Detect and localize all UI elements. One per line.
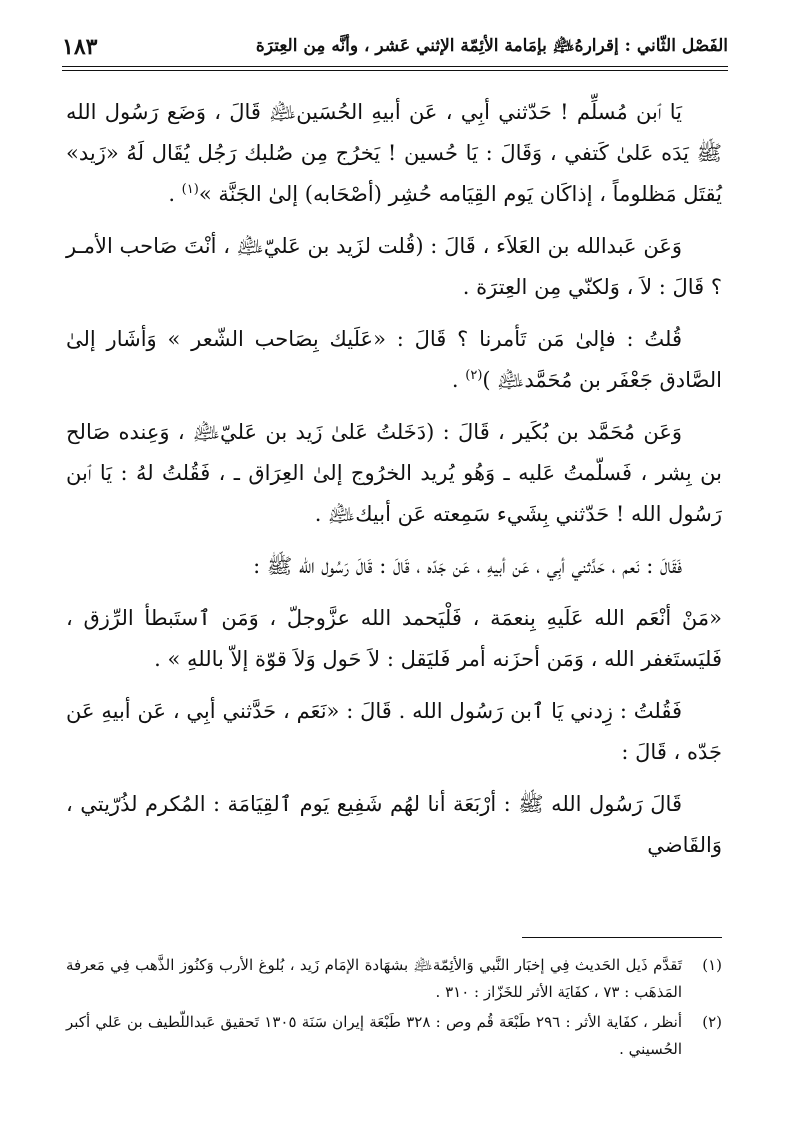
footnote-number: (٢)	[702, 1013, 722, 1031]
header-rule	[62, 66, 728, 67]
paragraph-text: يَا ٱبن مُسلِّم ! حَدّثني أبِي ، عَن أبيهِ الحُسَين﵇ قَالَ ، وَضَع رَسُول الله ﷺ يَدَه عَلىٰ كَتفي ، وَقَالَ : يَا حُسين ! يَخرُج مِن صُلبك رَجُل يُقَال لَهُ «زَيد» يُقتَل مَظلوماً ، إذاكَان يَوم القِيَامه حُشِر (أصْحَابه) إلىٰ الجَنَّة »	[66, 100, 722, 206]
paragraph-text: «مَنْ أنْعَم الله عَلَيهِ بِنعمَة ، فَلْيَحمد الله عزَّوجلّ ، وَمَن ٱستَبطأ الرِّزق ، فَليَستَغفر الله ، وَمَن أحزَنه أمر فَليَقل : لاَ حَول وَلاَ قوّة إلاّ باللهِ » .	[66, 606, 722, 671]
running-header	[62, 28, 728, 66]
paragraph-text: قَالَ رَسُول الله ﷺ : أرْبَعَة أنا لهُم شَفِيع يَوم ٱلقِيَامَة : المُكرم لذُرّيتي ، وَالقَاضي	[66, 792, 722, 857]
chapter-title: الفَصْل الثّاني : إقرارهُ﵇ بإمَامة الأئِمّة الإثني عَشر ، وأنَّه مِن العِترَة	[255, 35, 728, 56]
footnote-reference: (٢)	[465, 368, 483, 383]
paragraph	[66, 546, 722, 587]
main-text	[66, 92, 722, 877]
paragraph-text: وَعَن عَبدالله بن العَلاَء ، قَالَ : (قُلت لزَيد بن عَليّ﵇ ، أنْتَ صَاحب الأمـر ؟ قَالَ : لاَ ، وَلكنّي مِن العِترَة .	[66, 234, 722, 299]
paragraph	[66, 226, 722, 308]
footnote-text: تَقدَّم ذَيل الحَديث فِي إخبَار النَّبي وَالأئِمّة﵇ بشهَادة الإمَام زَيد ، بُلوغ الأرب وَكنُوز الذَّهب فِي مَعرفة المَذهَب : ٧٣ ، كفَايَة الأثر للخَزّاز : ٣١٠ .	[66, 956, 682, 1001]
paragraph: يَا ٱبن مُسلِّم ! حَدّثني أبِي ، عَن أبيهِ الحُسَين﵇ قَالَ ، وَضَع رَسُول الله ﷺ يَدَه عَلىٰ كَتفي ، وَقَالَ : يَا حُسين ! يَخرُج مِن صُلبك رَجُل يُقَال لَهُ «زَيد» يُقتَل مَظلوماً ، إذاكَان يَوم القِيَامه حُشِر (أصْحَابه) إلىٰ الجَنَّة »$^{(١)}$ .	[66, 100, 722, 206]
paragraph	[66, 412, 722, 535]
paragraph	[66, 691, 722, 773]
footnote-separator	[522, 937, 722, 938]
footnote-reference: (١)	[181, 182, 199, 197]
footnote-number: (١)	[702, 956, 722, 974]
header-rule-thin	[62, 70, 728, 71]
paragraph-text: وَعَن مُحَمَّد بن بُكَير ، قَالَ : (دَخَلتُ عَلىٰ زَيد بن عَليّ﵇ ، وَعِنده صَالح بن بِشر ، فَسلّمتُ عَليه ـ وَهُو يُريد الخرُوج إلىٰ العِرَاق ـ ، فَقُلتُ لهُ : يَا ٱبن رَسُول الله ! حَدّثني بِشَيء سَمِعته عَن أبيك﵇ .	[66, 420, 722, 526]
paragraph	[66, 784, 722, 866]
footnote-text: أنظر ، كفَاية الأثر : ٢٩٦ طَبْعَة قُم وص : ٣٢٨ طَبْعَة إيران سَنَة ١٣٠٥ تَحقيق عَبداللّطيف بن عَلي أكبر الحُسيني .	[66, 1013, 682, 1058]
paragraph-text: فَقَالَ : نَعم ، حَدَّثني أبِي ، عَن أبيهِ ، عَن جَدّه ، قَالَ : قَالَ رَسُول الله ﷺ :	[253, 554, 682, 578]
page-number: ١٨٣	[62, 34, 98, 60]
paragraph	[66, 598, 722, 680]
footnotes	[66, 952, 722, 1066]
paragraph-text: فَقُلتُ : زِدني يَا ٱبن رَسُول الله . قَالَ : «نَعَم ، حَدَّثني أبِي ، عَن أبيهِ عَن جَدّه ، قَالَ :	[66, 699, 722, 764]
footnote	[66, 952, 722, 1006]
paragraph: قُلتُ : فإلىٰ مَن تَأمرنا ؟ قَالَ : «عَلَيك بِصَاحب الشّعر » وَأشَار إلىٰ الصَّادق جَعْفَر بن مُحَمَّد﵇ )$^{(٢)}$ .	[66, 327, 722, 392]
paragraph-text: قُلتُ : فإلىٰ مَن تَأمرنا ؟ قَالَ : «عَلَيك بِصَاحب الشّعر » وَأشَار إلىٰ الصَّادق جَعْفَر بن مُحَمَّد﵇ )	[66, 327, 722, 392]
footnote	[66, 1009, 722, 1063]
